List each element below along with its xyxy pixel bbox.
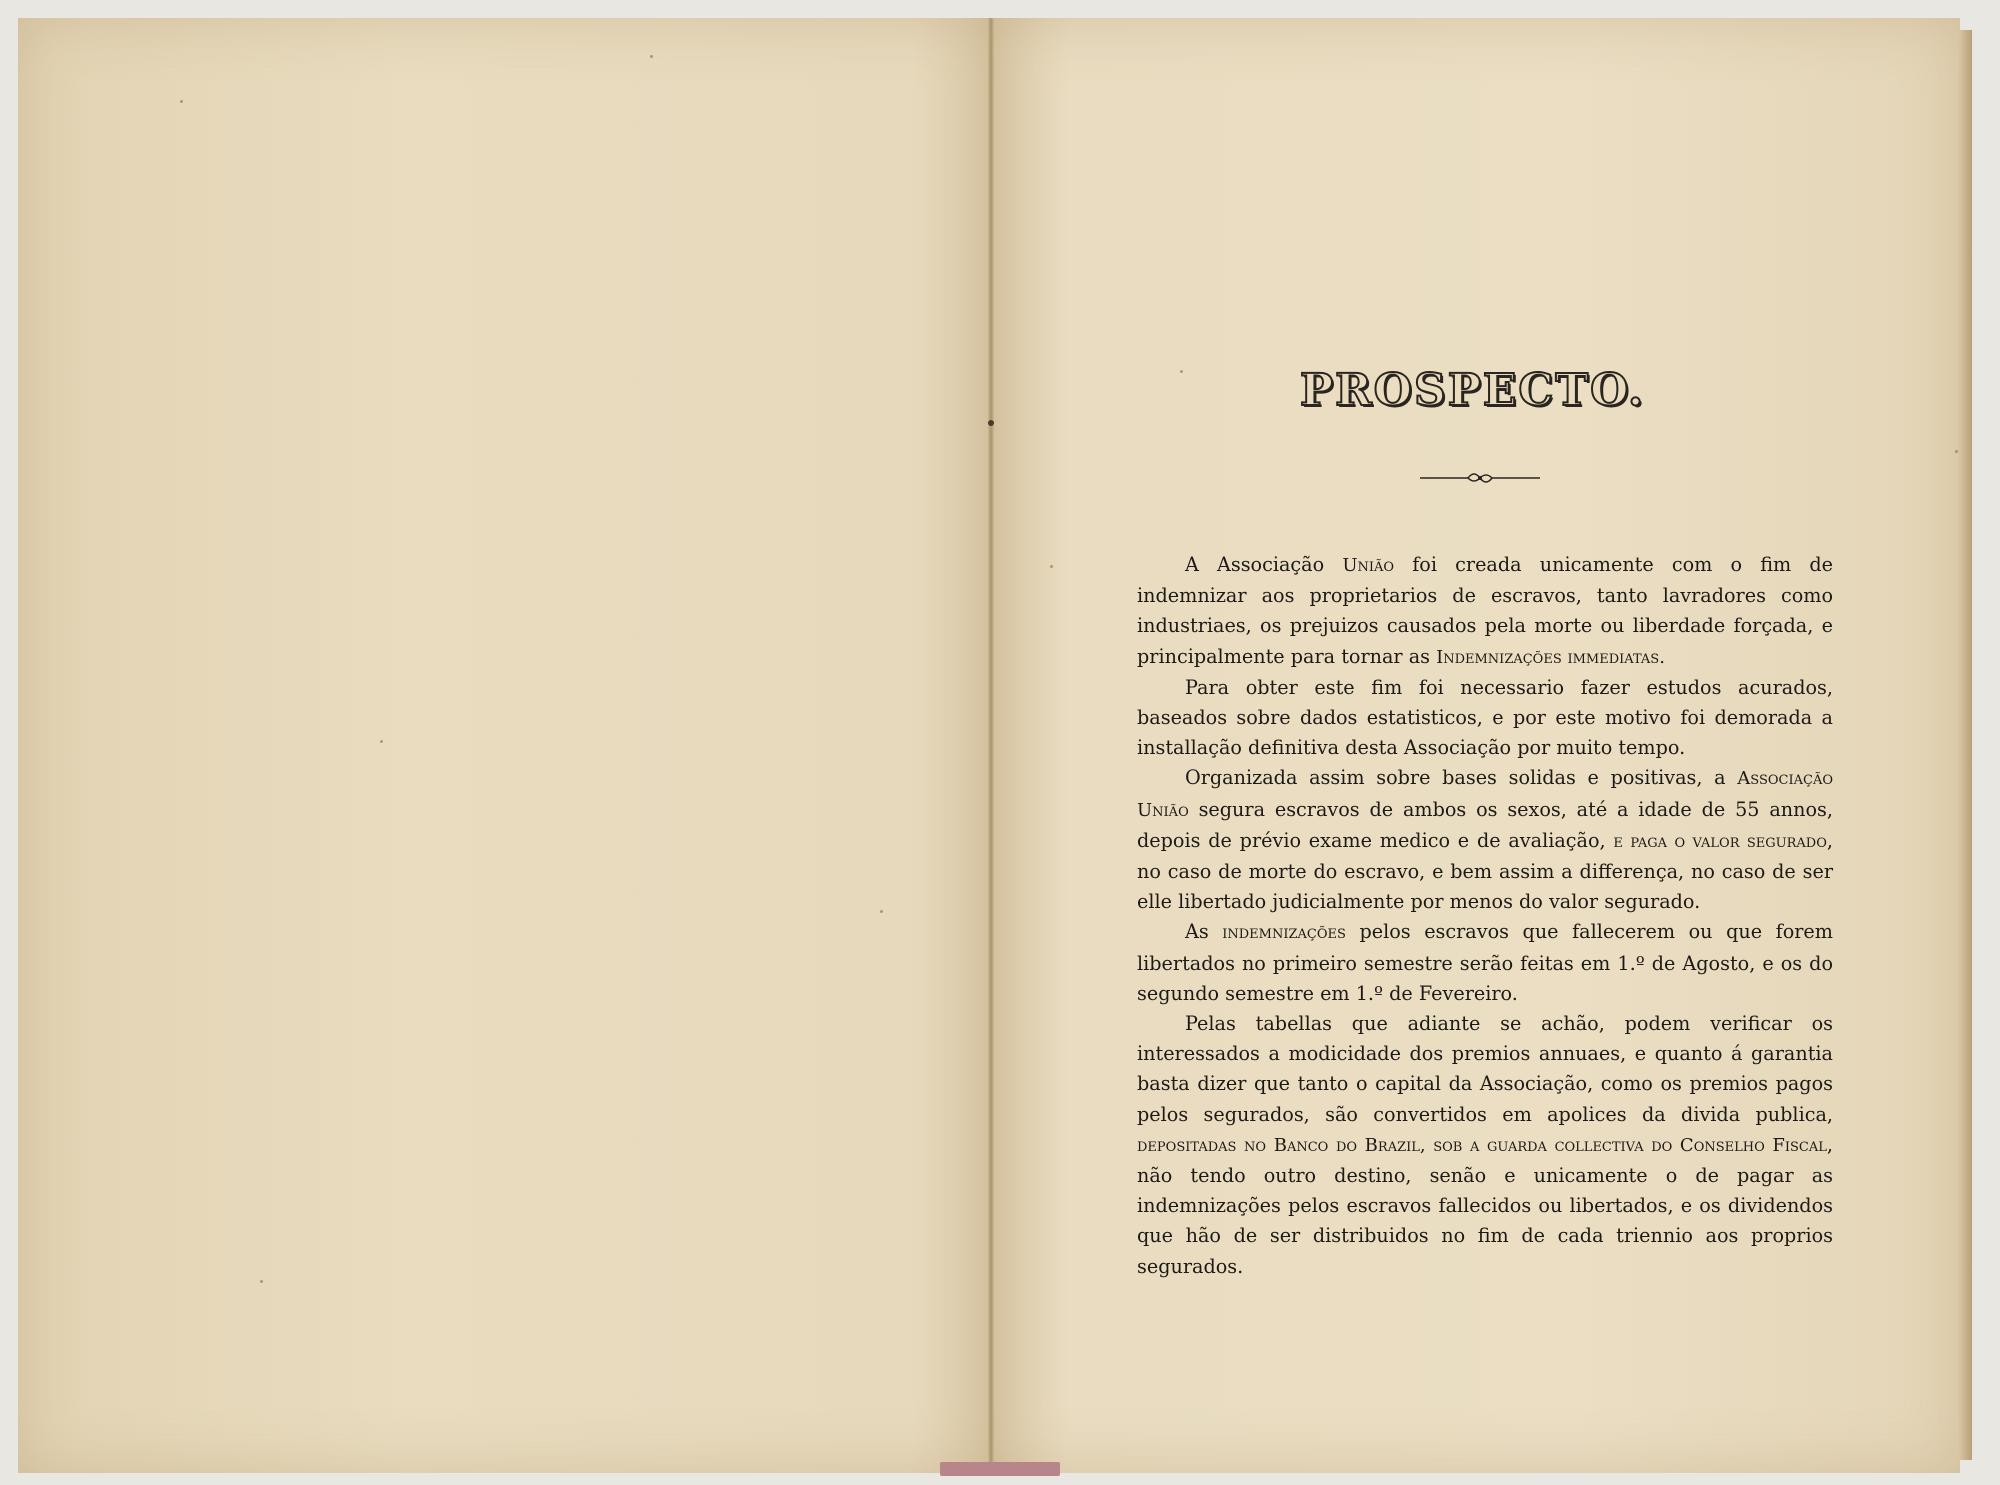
paragraph-text: Organizada assim sobre bases solidas e positivas, a (1185, 766, 1738, 790)
paragraph-text: , no caso de morte do escravo, e bem assim a differença, no caso de ser elle libertado judicialmente por menos do valor segurado. (1137, 828, 1833, 914)
foxing-speck (1180, 370, 1183, 373)
paragraph-text: segura escravos de ambos os sexos, até a idade de 55 annos, depois de prévio exame medico e de avaliação, (1137, 797, 1833, 852)
paragraph-text: Pelas tabellas que adiante se achão, podem verificar os interessados a modicidade dos premios annuaes, e quanto á garantia basta dizer que tanto o capital da Associação, como os premios pagos pelos segurados, são convertidos em apolices da divida publica, (1137, 1012, 1833, 1126)
paragraph-text: As (1185, 920, 1223, 944)
binding-thread (940, 1462, 1060, 1476)
foxing-speck (650, 55, 653, 58)
paragraph (1137, 673, 1833, 764)
paragraph (1137, 917, 1833, 1009)
small-caps-text: Indemnizações immediatas. (1436, 646, 1665, 668)
book-gutter (988, 18, 994, 1473)
small-caps-text: Associação União (1137, 768, 1833, 821)
left-page (18, 18, 990, 1473)
small-caps-text: e paga o valor segurado (1613, 830, 1827, 852)
small-caps-text: União (1342, 555, 1395, 576)
foxing-speck (180, 100, 183, 103)
paragraph-text: Para obter este fim foi necessario fazer estudos acurados, baseados sobre dados estatisticos, e por este motivo foi demorada a installação definitiva desta Associação por muito tempo. (1137, 675, 1833, 760)
ornament-divider (1420, 468, 1540, 488)
paragraph (1137, 550, 1833, 673)
paragraph (1137, 763, 1833, 917)
paragraph-text: A Associação (1185, 553, 1343, 576)
page-edge (1958, 30, 1972, 1460)
foxing-speck (260, 1280, 263, 1283)
paragraph (1137, 1009, 1833, 1282)
small-caps-text: indemnizações (1222, 922, 1346, 944)
paragraph-text: , não tendo outro destino, senão e unicamente o de pagar as indemnizações pelos escravos fallecidos ou libertados, e os dividendos que hão de ser distribuidos no fim de cada triennio aos proprios segurados. (1137, 1132, 1833, 1278)
document-title: PROSPECTO. (1300, 365, 1646, 416)
foxing-speck (1955, 450, 1958, 453)
prospectus-body (1137, 550, 1833, 1282)
stitch-mark (988, 420, 994, 426)
foxing-speck (380, 740, 383, 743)
small-caps-text: depositadas no Banco do Brazil, sob a guarda collectiva do Conselho Fiscal (1137, 1134, 1827, 1156)
foxing-speck (880, 910, 883, 913)
paragraph-text: foi creada unicamente com o fim de indemnizar aos proprietarios de escravos, tanto lavradores como industriaes, os prejuizos causados pela morte ou liberdade forçada, e principalmente para tornar as (1137, 553, 1834, 668)
foxing-speck (1050, 565, 1053, 568)
paragraph-text: pelos escravos que fallecerem ou que forem libertados no primeiro semestre serão feitas em 1.º de Agosto, e os do segundo semestre em 1.º de Fevereiro. (1137, 920, 1833, 1005)
